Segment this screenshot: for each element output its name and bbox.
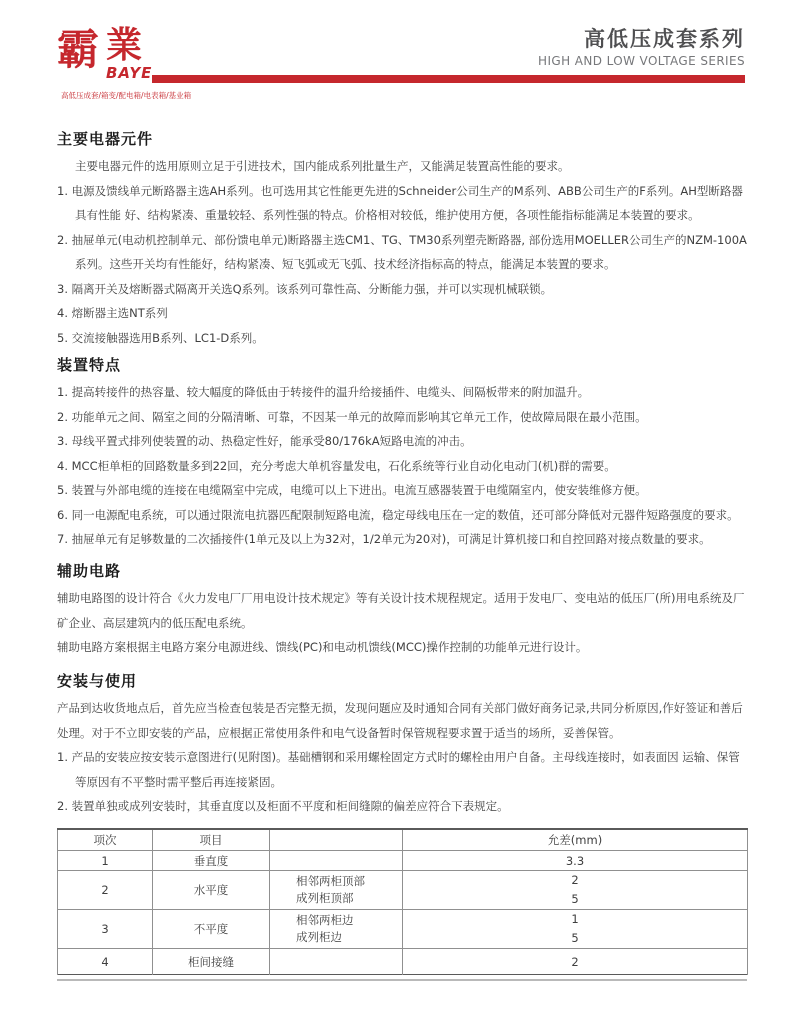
col-header-sub — [270, 829, 403, 851]
list-item: 3. 母线平置式排列使装置的动、热稳定性好，能承受80/176kA短路电流的冲击。 — [57, 434, 472, 448]
table-row — [58, 949, 748, 975]
tolerance-value: 1 — [571, 912, 579, 926]
tolerance-value: 2 — [571, 873, 579, 887]
paragraph: 产品到达收货地点后，首先应当检查包装是否完整无损，发现问题应及时通知合同有关部门做好商务记录,共同分析原因,作好签证和善后处理。对于不立即安装的产品，应根据正常使用条件和电气设备暂时保管规程要求置于适当的场所，妥善保管。 — [57, 701, 743, 740]
paragraph: 辅助电路方案根据主电路方案分电源进线、馈线(PC)和电动机馈线(MCC)操作控制的功能单元进行设计。 — [57, 640, 588, 654]
cell-item: 垂直度 — [153, 851, 270, 871]
col-header-no: 项次 — [58, 829, 153, 851]
sub-line: 成列柜顶部 — [296, 891, 354, 905]
tolerance-value: 5 — [571, 892, 579, 906]
tolerance-value: 5 — [571, 931, 579, 945]
list-item: 4. MCC柜单柜的回路数量多到22回，充分考虑大单机容量发电，石化系统等行业自动化电动门(机)群的需要。 — [57, 458, 616, 473]
cell-tolerance: 2 — [403, 949, 748, 975]
table-bottom-rule — [57, 979, 747, 981]
table-row — [58, 871, 748, 910]
list-item: 1. 产品的安装应按安装示意图进行(见附图)。基础槽钢和采用螺栓固定方式时的螺栓由用户自备。主母线连接时，如表面因 运输、保管等原因有不平整时需平整后再连接紧固。 — [57, 750, 740, 789]
list-item: 2. 装置单独或成列安装时，其垂直度以及柜面不平度和柜间缝隙的偏差应符合下表规定。 — [57, 799, 509, 813]
cell-item: 不平度 — [153, 910, 270, 949]
sub-line: 成列柜边 — [296, 930, 342, 944]
cell-sub — [270, 851, 403, 871]
company-logo — [57, 24, 192, 100]
sub-line: 相邻两柜顶部 — [296, 874, 365, 888]
list-item: 1. 电源及馈线单元断路器主选AH系列。也可选用其它性能更先进的Schneider公司生产的M系列、ABB公司生产的F系列。AH型断路器具有性能 好、结构紧凑、重量较轻、系列性强的特点。价格相对较低，维护使用方便，各项性能指标能满足本装置的要求。 — [57, 183, 743, 222]
series-title-en: HIGH AND LOW VOLTAGE SERIES — [538, 54, 745, 68]
cell-tolerance — [403, 871, 748, 910]
sub-line: 相邻两柜边 — [296, 913, 354, 927]
cell-item: 柜间接缝 — [153, 949, 270, 975]
section-heading: 辅助电路 — [57, 562, 122, 580]
list-item: 5. 装置与外部电缆的连接在电缆隔室中完成，电缆可以上下进出。电流互感器装置于电缆隔室内，使安装维修方便。 — [57, 483, 647, 497]
section-intro: 主要电器元件的选用原则立足于引进技术，国内能成系列批量生产，又能满足装置高性能的要求。 — [75, 159, 570, 173]
series-title-cn: 高低压成套系列 — [584, 27, 745, 51]
list-item: 3. 隔离开关及熔断器式隔离开关选Q系列。该系列可靠性高、分断能力强，并可以实现机械联锁。 — [57, 281, 553, 296]
list-item: 6. 同一电源配电系统，可以通过限流电抗器匹配限制短路电流，稳定母线电压在一定的数值，还可部分降低对元器件短路强度的要求。 — [57, 507, 739, 522]
list-item: 2. 抽屉单元(电动机控制单元、部份馈电单元)断路器主选CM1、TG、TM30系列塑壳断路器, 部份选用MOELLER公司生产的NZM-100A系列。这些开关均有性能好，结构紧凑、短飞弧或无飞弧、技术经济指标高的特点，能满足本装置的要求。 — [57, 232, 747, 271]
cell-no: 3 — [58, 910, 153, 949]
cell-sub — [270, 871, 403, 910]
cell-sub — [270, 949, 403, 975]
table-row — [58, 851, 748, 871]
cell-tolerance — [403, 910, 748, 949]
table-header-row — [58, 829, 748, 851]
section-heading: 装置特点 — [57, 356, 122, 374]
list-item: 5. 交流接触器选用B系列、LC1-D系列。 — [57, 330, 264, 345]
section-heading: 安装与使用 — [57, 672, 138, 690]
list-item: 7. 抽屉单元有足够数量的二次插接件(1单元及以上为32对，1/2单元为20对)，可满足计算机接口和自控回路对接点数量的要求。 — [57, 532, 711, 546]
list-item: 4. 熔断器主选NT系列 — [57, 306, 168, 320]
section-device-features — [57, 356, 747, 552]
cell-sub — [270, 910, 403, 949]
cell-item: 水平度 — [153, 871, 270, 910]
logo-latin-name: BAYE — [106, 64, 153, 82]
list-item: 1. 提高转接件的热容量、较大幅度的降低由于转接件的温升给接插件、电缆头、间隔板带来的附加温升。 — [57, 385, 590, 399]
list-item: 2. 功能单元之间、隔室之间的分隔清晰、可靠，不因某一单元的故障而影响其它单元工作，使故障局限在最小范围。 — [57, 409, 647, 424]
series-title-block — [538, 27, 745, 68]
cell-tolerance: 3.3 — [403, 851, 748, 871]
cell-no: 4 — [58, 949, 153, 975]
tolerance-table — [57, 828, 747, 981]
col-header-tolerance: 允差(mm) — [403, 829, 748, 851]
logo-tagline: 高低压成套/箱变/配电箱/电表箱/基业箱 — [61, 91, 192, 100]
paragraph: 辅助电路图的设计符合《火力发电厂厂用电设计技术规定》等有关设计技术规程规定。适用于发电厂、变电站的低压厂(所)用电系统及厂矿企业、高层建筑内的低压配电系统。 — [57, 591, 745, 630]
cell-no: 1 — [58, 851, 153, 871]
table-row — [58, 910, 748, 949]
logo-character-1: 霸 — [57, 25, 100, 74]
cell-no: 2 — [58, 871, 153, 910]
section-main-components — [57, 130, 747, 350]
logo-character-2: 業 — [106, 24, 143, 66]
section-installation-and-use — [57, 672, 747, 819]
section-auxiliary-circuit — [57, 562, 747, 660]
section-heading: 主要电器元件 — [57, 130, 154, 148]
header-accent-bar — [152, 75, 745, 83]
col-header-item: 项目 — [153, 829, 270, 851]
